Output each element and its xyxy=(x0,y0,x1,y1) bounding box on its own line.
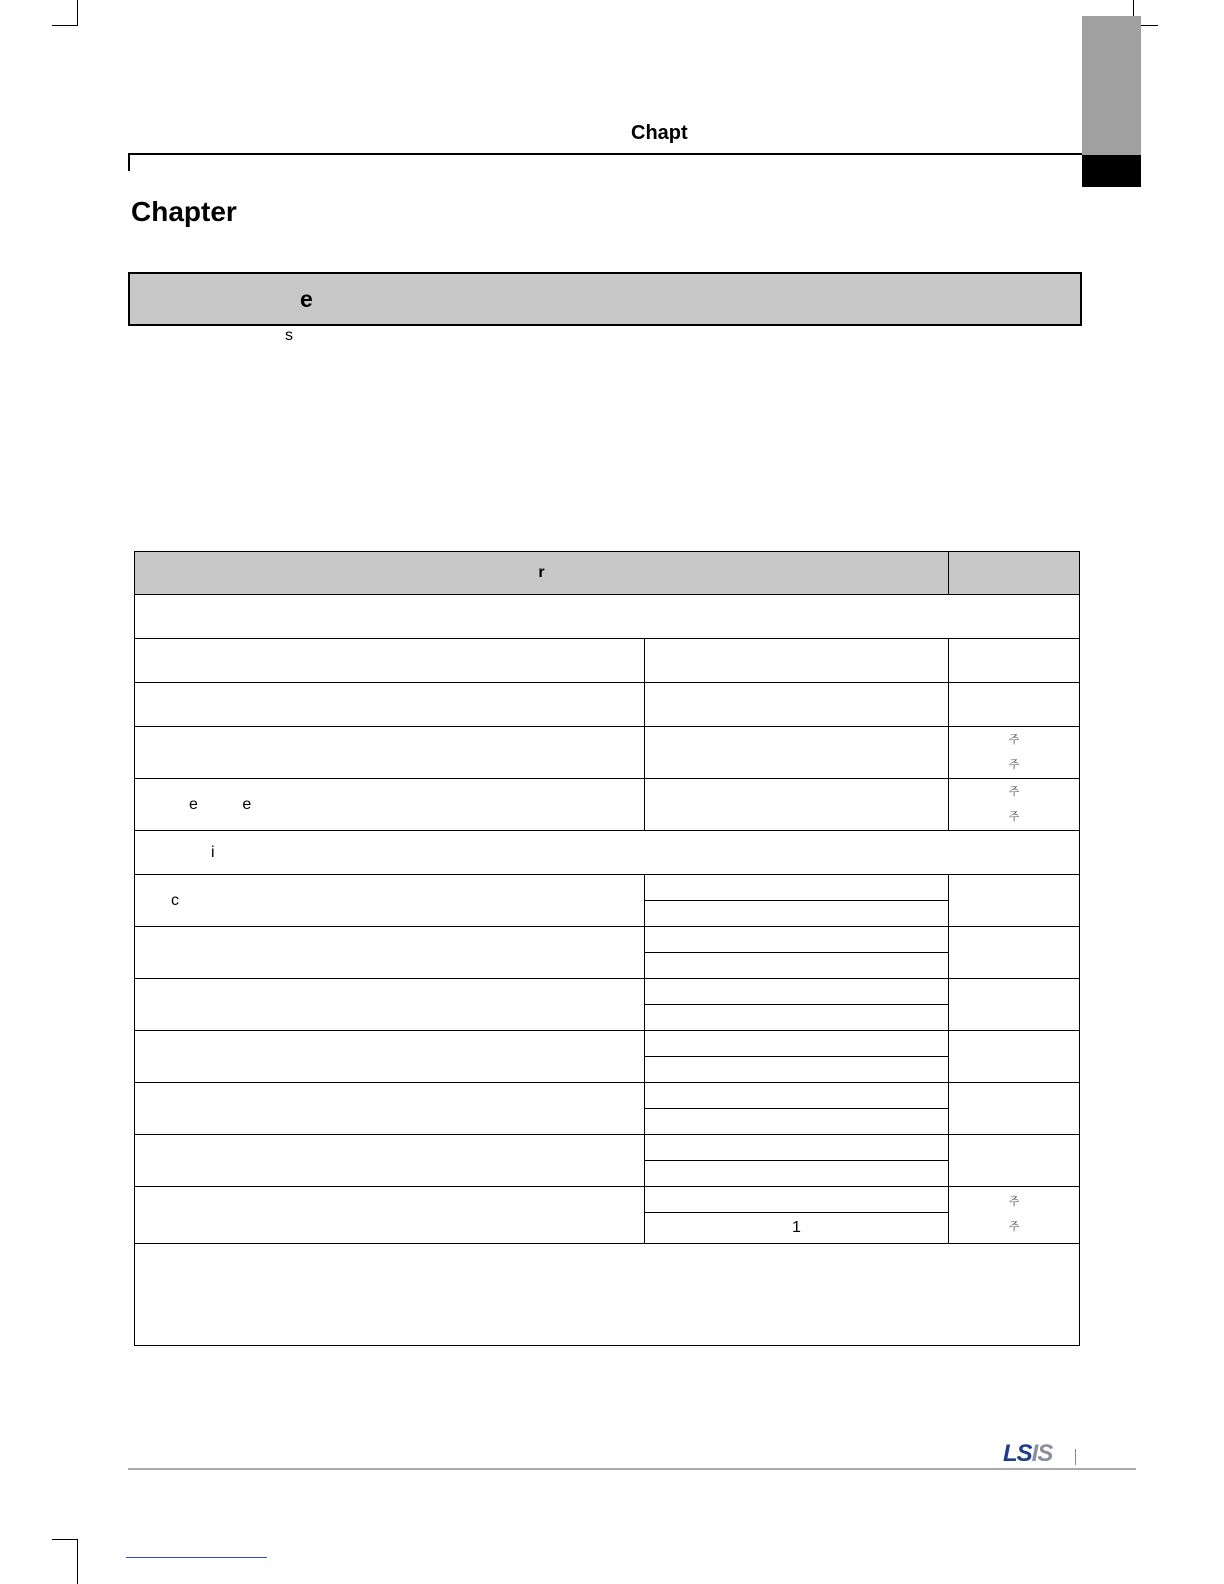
spec-table xyxy=(134,551,1080,1346)
table-row xyxy=(135,927,1080,953)
crop-mark-top-left-v xyxy=(77,0,78,26)
header-rule-tick xyxy=(128,153,130,171)
table-header-row xyxy=(135,552,1080,595)
note-mark: 주 xyxy=(1008,758,1020,771)
table-cell xyxy=(645,683,949,727)
table-row xyxy=(135,639,1080,683)
table-cell xyxy=(645,979,949,1005)
table-cell xyxy=(645,1187,949,1213)
table-cell xyxy=(645,1161,949,1187)
table-cell xyxy=(645,1109,949,1135)
table-row xyxy=(135,979,1080,1005)
table-row xyxy=(135,1031,1080,1057)
table-header-cell: r xyxy=(135,552,949,595)
table-cell xyxy=(645,639,949,683)
company-logo xyxy=(1003,1440,1052,1468)
table-cell xyxy=(949,875,1080,927)
table-cell xyxy=(949,683,1080,727)
table-cell xyxy=(949,639,1080,683)
table-cell xyxy=(135,927,645,979)
table-note-cell xyxy=(949,779,1080,831)
table-row xyxy=(135,727,1080,779)
note-mark: 주 xyxy=(1008,1221,1020,1233)
note-mark: 주 xyxy=(1008,810,1020,823)
table-cell xyxy=(645,1057,949,1083)
table-cell xyxy=(645,1031,949,1057)
table-row xyxy=(135,875,1080,901)
table-row xyxy=(135,683,1080,727)
spec-table-wrapper xyxy=(134,551,1079,1346)
chapter-tab-marker xyxy=(1082,155,1141,187)
table-cell xyxy=(949,927,1080,979)
chapter-tab xyxy=(1082,16,1141,155)
table-cell xyxy=(135,1135,645,1187)
crop-mark-bottom-left-v xyxy=(77,1539,78,1584)
table-group-cell xyxy=(135,595,1080,639)
table-cell xyxy=(135,979,645,1031)
table-cell: c xyxy=(135,875,645,927)
table-cell xyxy=(135,1031,645,1083)
table-cell xyxy=(135,1187,645,1244)
logo-is-text: IS xyxy=(1031,1440,1053,1467)
table-cell: e e xyxy=(135,779,645,831)
table-row xyxy=(135,1083,1080,1109)
table-cell xyxy=(645,901,949,927)
table-cell xyxy=(645,953,949,979)
running-header-title: Chapt xyxy=(631,122,688,144)
table-cell xyxy=(949,1083,1080,1135)
table-cell xyxy=(645,1135,949,1161)
crop-mark-top-left-h xyxy=(52,25,77,26)
section-subtitle: s xyxy=(285,327,293,344)
header-rule xyxy=(128,153,1082,155)
table-cell xyxy=(949,1135,1080,1187)
table-cell xyxy=(645,1005,949,1031)
footer-link-underline[interactable] xyxy=(126,1557,267,1558)
note-mark: 주 xyxy=(1008,785,1020,798)
table-cell xyxy=(645,779,949,831)
table-cell: 1 xyxy=(645,1213,949,1244)
table-cell xyxy=(135,727,645,779)
table-row xyxy=(135,1187,1080,1213)
table-cell xyxy=(645,927,949,953)
footer-separator xyxy=(1075,1449,1076,1465)
note-mark: 주 xyxy=(1008,1196,1020,1208)
table-row xyxy=(135,595,1080,639)
table-row xyxy=(135,831,1080,875)
table-cell xyxy=(135,639,645,683)
table-cell xyxy=(645,727,949,779)
note-mark: 주 xyxy=(1008,733,1020,746)
table-cell xyxy=(135,683,645,727)
table-header-cell-note xyxy=(949,552,1080,595)
table-row xyxy=(135,1244,1080,1346)
table-cell xyxy=(949,979,1080,1031)
table-note-cell xyxy=(949,1187,1080,1244)
table-cell xyxy=(645,1083,949,1109)
table-row xyxy=(135,1135,1080,1161)
table-group-cell: i xyxy=(135,831,1080,875)
chapter-heading: Chapter xyxy=(131,196,237,227)
table-footnote-cell xyxy=(135,1244,1080,1346)
table-cell xyxy=(135,1083,645,1135)
crop-mark-bottom-left-h xyxy=(52,1539,77,1540)
footer-rule xyxy=(128,1468,1136,1470)
table-cell xyxy=(645,875,949,901)
section-title-bar xyxy=(128,272,1082,326)
table-note-cell xyxy=(949,727,1080,779)
logo-ls-text: LS xyxy=(1003,1440,1032,1467)
section-title: e xyxy=(300,286,313,312)
table-cell xyxy=(949,1031,1080,1083)
table-row xyxy=(135,779,1080,831)
